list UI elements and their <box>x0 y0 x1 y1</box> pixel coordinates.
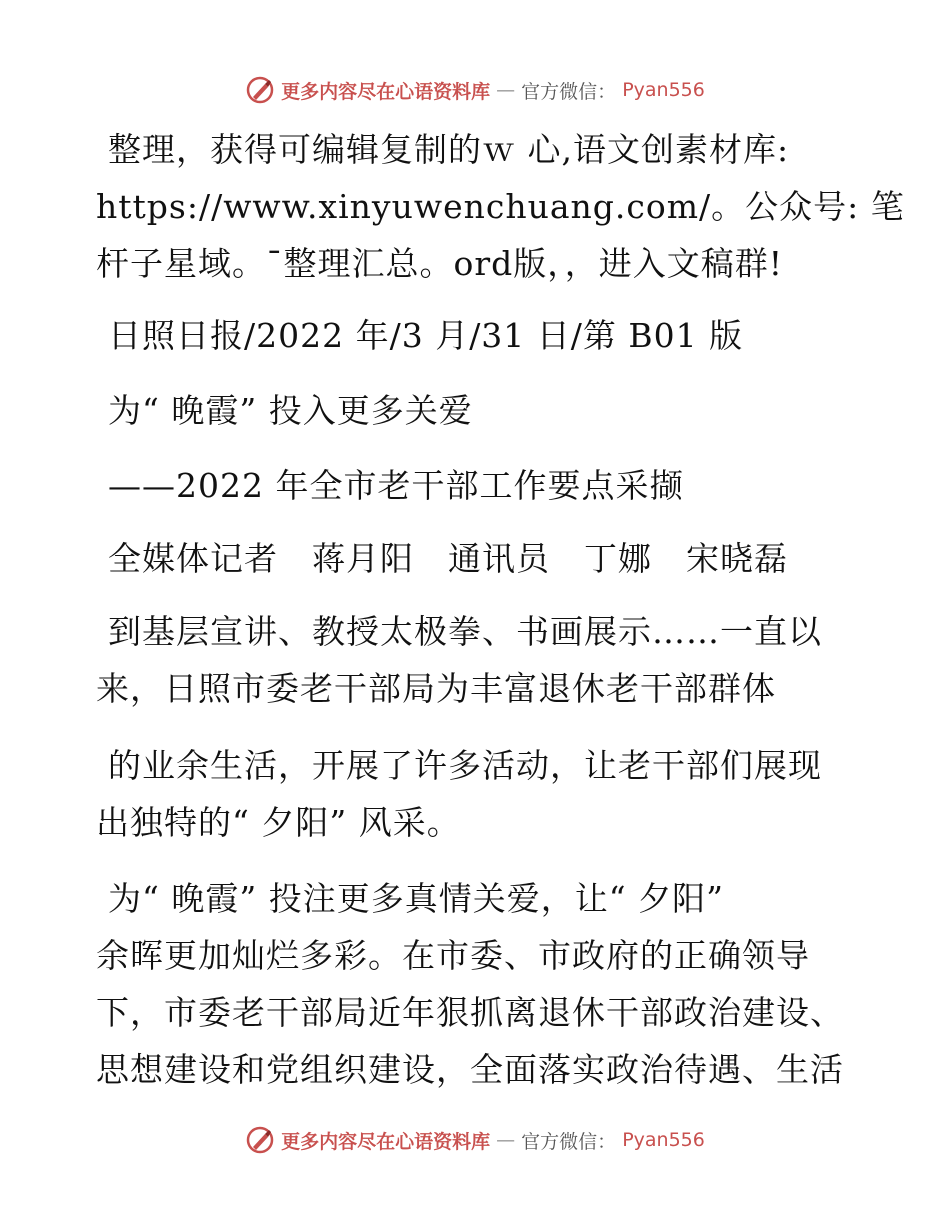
watermark-wechat-id: Pyan556 <box>622 1129 705 1151</box>
watermark-separator: — <box>496 79 516 101</box>
dateline: 日照日报/2022 年/3 月/31 日/第 B01 版 <box>108 316 744 355</box>
body-line: 到基层宣讲、教授太极拳、书画展示……一直以 <box>108 612 822 651</box>
watermark-wechat-id: Pyan556 <box>622 79 705 101</box>
body-line: 下，市委老干部局近年狠抓离退休干部政治建设、 <box>96 993 844 1032</box>
watermark-separator: — <box>496 1129 516 1151</box>
intro-line: 杆子星域。¯整理汇总。ord版，，进入文稿群! <box>96 244 784 283</box>
watermark-site-text: 更多内容尽在心语资料库 <box>281 1130 491 1153</box>
subheadline: ——2022 年全市老干部工作要点采撷 <box>108 466 684 505</box>
watermark-wechat-label: 官方微信： <box>521 1130 617 1153</box>
intro-line: 整理，获得可编辑复制的ｗ 心,语文创素材库: <box>108 130 790 169</box>
byline: 全媒体记者 蒋月阳 通讯员 丁娜 宋晓磊 <box>108 539 788 578</box>
body-line: 为“ 晚霞” 投注更多真情关爱，让“ 夕阳” <box>108 879 724 918</box>
watermark-footer <box>0 1120 950 1160</box>
watermark-header <box>0 70 950 110</box>
body-line: 出独特的“ 夕阳” 风采。 <box>96 803 461 842</box>
body-line: 余晖更加灿烂多彩。在市委、市政府的正确领导 <box>96 936 810 975</box>
pen-logo-icon <box>245 1125 275 1155</box>
pen-logo-icon <box>245 75 275 105</box>
intro-line: https://www.xinyuwenchuang.com/。公众号: 笔 <box>96 187 905 226</box>
body-line: 思想建设和党组织建设，全面落实政治待遇、生活 <box>96 1050 844 1089</box>
body-line: 的业余生活，开展了许多活动，让老干部们展现 <box>108 746 822 785</box>
body-line: 来，日照市委老干部局为丰富退休老干部群体 <box>96 669 776 708</box>
watermark-wechat-label: 官方微信： <box>521 80 617 103</box>
headline: 为“ 晚霞” 投入更多关爱 <box>108 391 473 430</box>
watermark-site-text: 更多内容尽在心语资料库 <box>281 80 491 103</box>
